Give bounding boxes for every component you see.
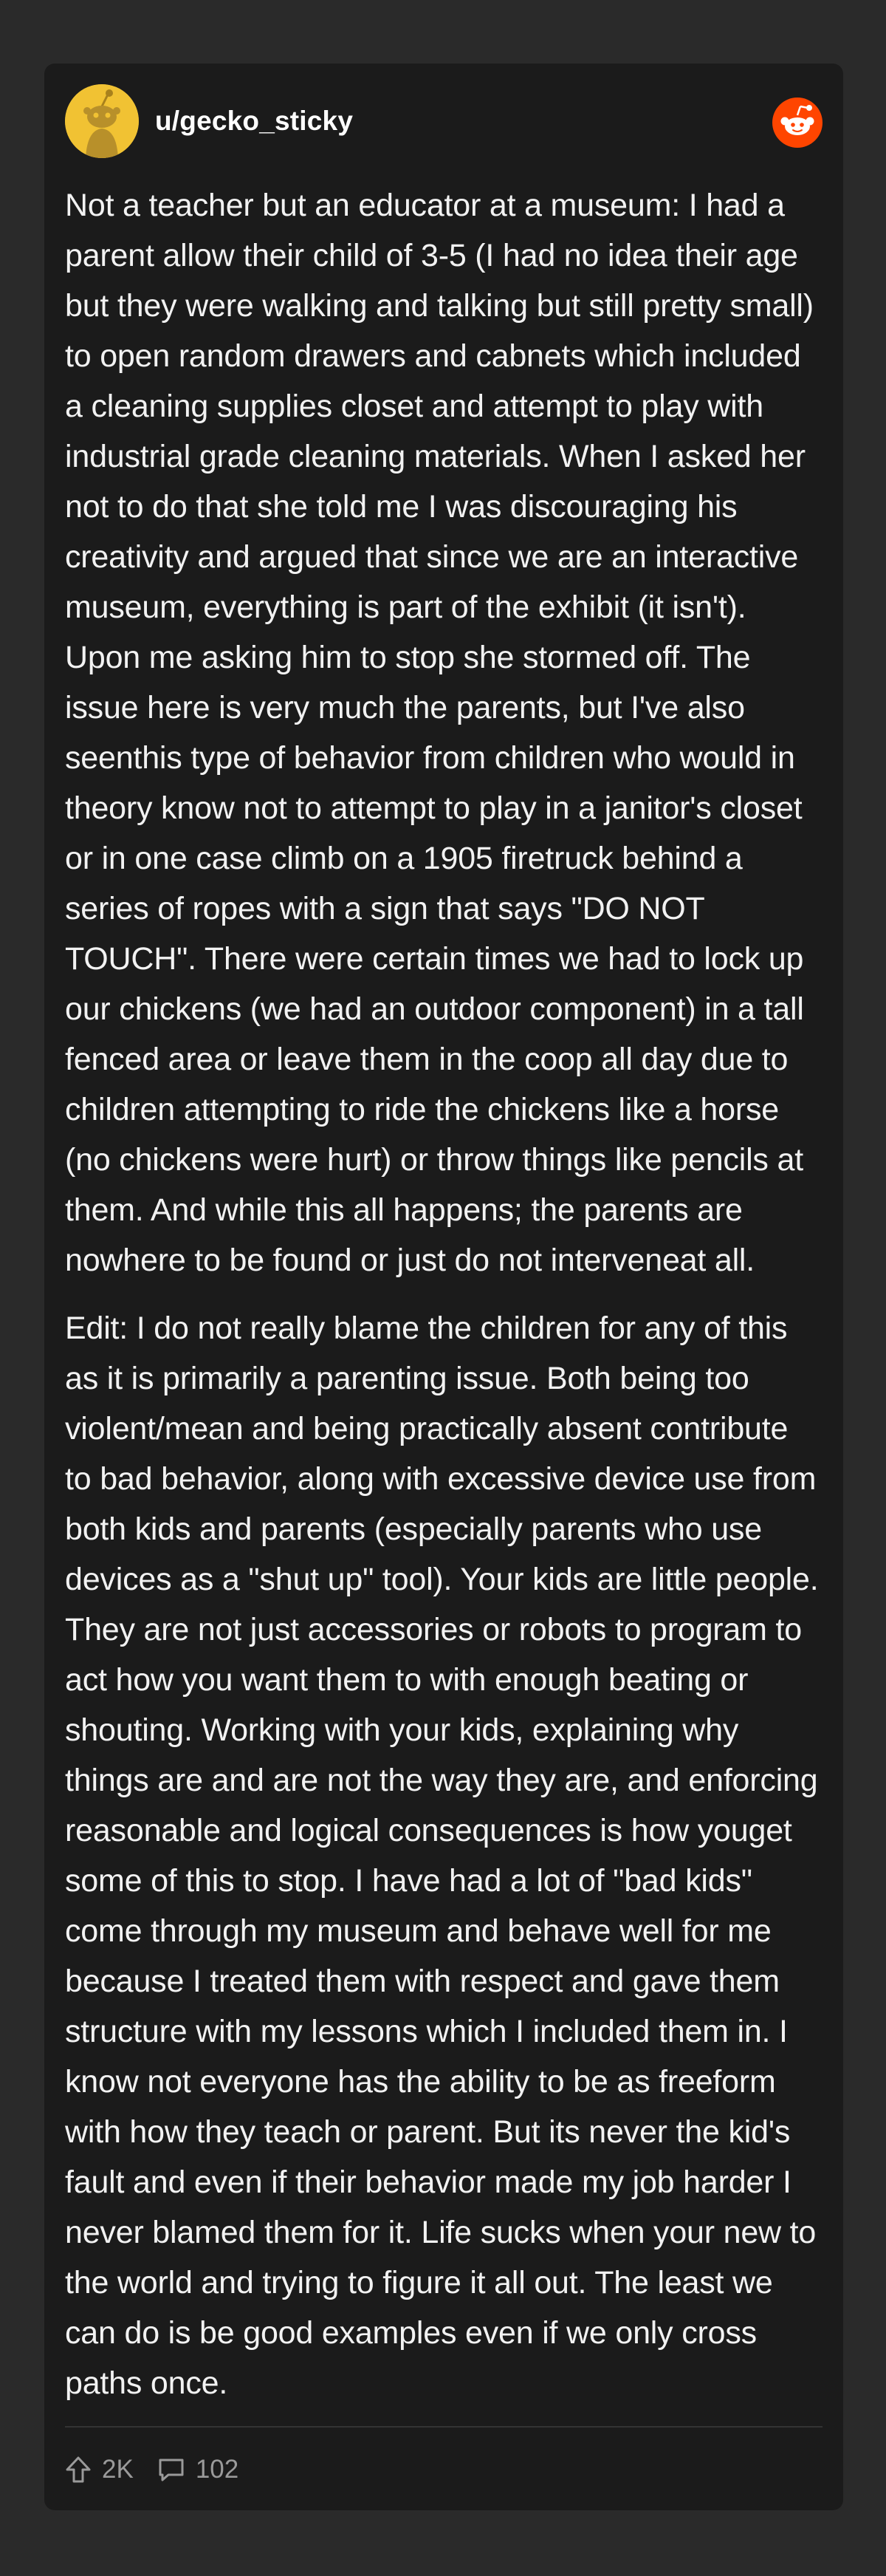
comment-count: 102: [195, 2455, 239, 2484]
post-footer: [65, 2451, 262, 2488]
post-body: [65, 180, 823, 2408]
user-avatar[interactable]: [65, 84, 139, 158]
snoo-avatar-icon: [65, 84, 139, 158]
post-header: [65, 84, 823, 158]
upvote-button[interactable]: [65, 2455, 134, 2484]
reddit-logo-icon: [772, 98, 823, 148]
post-username[interactable]: u/gecko_sticky: [155, 106, 354, 136]
comment-bubble-icon: [157, 2456, 185, 2483]
footer-divider: [65, 2426, 823, 2428]
post-paragraph: Not a teacher but an educator at a museum: I had a parent allow their child of 3-5 (I had no idea their age but they were walking and talking but still pretty small) to open random drawers and cabnets which included a cleaning supplies closet and attempt to play with industrial grade cleaning materials. When I asked her not to do that she told me I was discouraging his creativity and argued that since we are an interactive museum, everything is part of the exhibit (it isn't). Upon me asking him to stop she stormed off. The issue here is very much the parents, but I've also seenthis type of behavior from children who would in theory know not to attempt to play in a janitor's closet or in one case climb on a 1905 firetruck behind a series of ropes with a sign that says "DO NOT TOUCH". There were certain times we had to lock up our chickens (we had an outdoor component) in a tall fenced area or leave them in the coop all day due to children attempting to ride the chickens like a horse (no chickens were hurt) or throw things like pencils at them. And while this all happens; the parents are nowhere to be found or just do not interveneat all.: [65, 188, 814, 1278]
post-card: [44, 64, 843, 2510]
post-paragraph-edit: Edit: I do not really blame the children for any of this as it is primarily a parenting issue. Both being too violent/mean and being practically absent contribute to bad behavior, along with excessive device use from both kids and parents (especially parents who use devices as a "shut up" tool). Your kids are little people. They are not just accessories or robots to program to act how you want them to with enough beating or shouting. Working with your kids, explaining why things are and are not the way they are, and enforcing reasonable and logical consequences is how youget some of this to stop. I have had a lot of "bad kids" come through my museum and behave well for me because I treated them with respect and gave them structure with my lessons which I included them in. I know not everyone has the ability to be as freeform with how they teach or parent. But its never the kid's fault and even if their behavior made my job harder I never blamed them for it. Life sucks when your new to the world and trying to figure it all out. The least we can do is be good examples even if we only cross paths once.: [65, 1311, 819, 2401]
upvote-count: 2K: [102, 2455, 134, 2484]
upvote-arrow-icon: [65, 2456, 92, 2484]
comments-button[interactable]: [157, 2455, 238, 2484]
